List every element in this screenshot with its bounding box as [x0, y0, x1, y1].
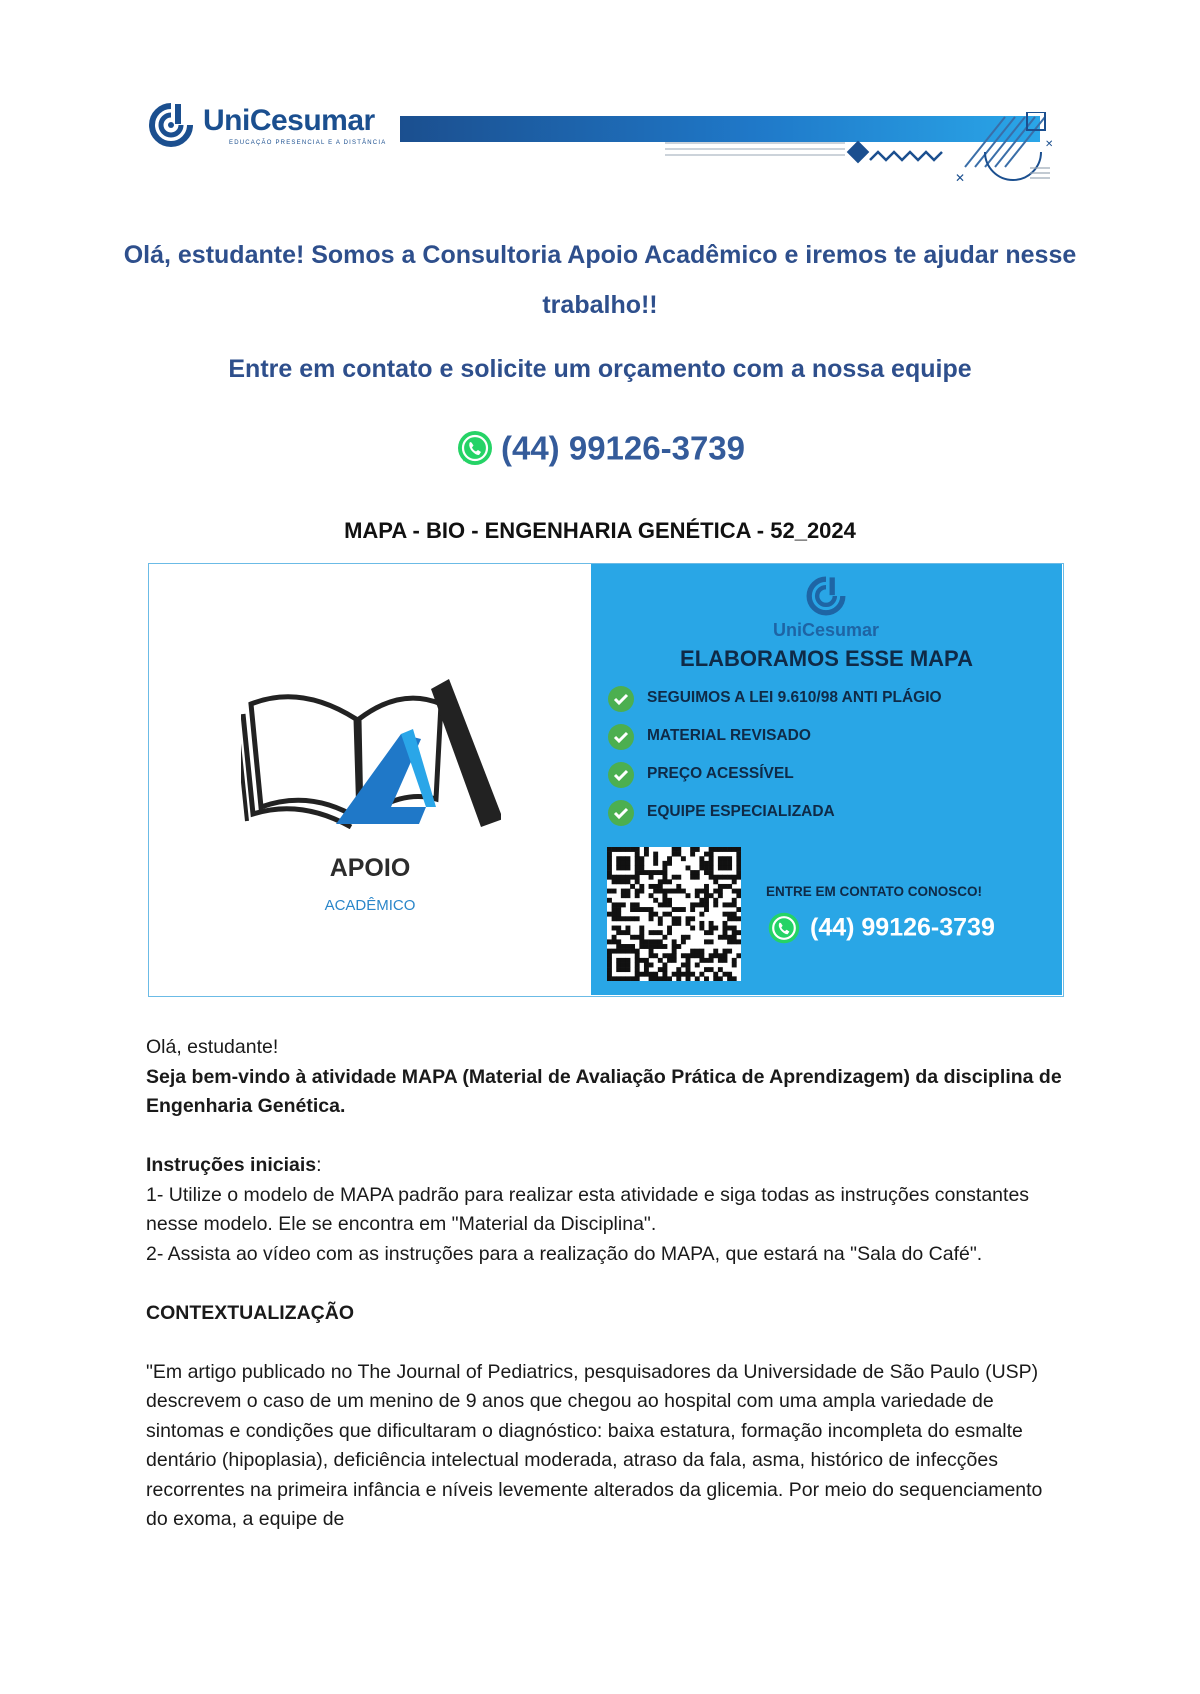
- svg-text:✕: ✕: [1045, 139, 1054, 150]
- check-circle-icon: [607, 761, 635, 789]
- feature-item: [607, 757, 1047, 795]
- banner-brand-logo: [746, 574, 906, 644]
- unicesumar-logo-icon: [145, 102, 197, 148]
- instruction-item: 1- Utilize o modelo de MAPA padrão para realizar esta atividade e siga todas as instruções constantes nesse modelo. Ele se encontra em "Material da Disciplina".: [146, 1183, 1030, 1235]
- context-paragraph: "Em artigo publicado no The Journal of Pediatrics, pesquisadores da Universidade de São Paulo (USP) descrevem o caso de um menino de 9 anos que chegou ao hospital com uma ampla variedade de sintomas e condições que dificultaram o diagnóstico: baixa estatura, formação incompleta do esmalte dentário (hipoplasia), deficiência intelectual moderada, atraso da fala, asma, histórico de infecções recorrentes na primeira infância e níveis levemente alterados da glicemia. Por meio do sequenciamento do exoma, a equipe de: [146, 1360, 1043, 1530]
- feature-label: MATERIAL REVISADO: [647, 727, 811, 744]
- instructions-heading-line: [146, 1151, 1066, 1181]
- brand-tagline: EDUCAÇÃO PRESENCIAL E A DISTÂNCIA: [229, 140, 387, 146]
- banner-brand-name: UniCesumar: [772, 620, 880, 640]
- apoio-title: APOIO: [329, 854, 411, 882]
- promo-banner: [148, 563, 1064, 997]
- feature-label: EQUIPE ESPECIALIZADA: [647, 803, 835, 820]
- body-welcome: Seja bem-vindo à atividade MAPA (Material de Avaliação Prática de Aprendizagem) da disciplina de Engenharia Genética.: [146, 1065, 1062, 1117]
- intro-phone[interactable]: [100, 427, 1100, 468]
- qr-code-icon[interactable]: [607, 847, 741, 981]
- svg-text:✕: ✕: [955, 171, 966, 185]
- feature-item: [607, 795, 1047, 833]
- contact-label: ENTRE EM CONTATO CONOSCO!: [766, 884, 982, 899]
- header-decoration-icon: [665, 112, 1065, 212]
- banner-left-panel: [149, 564, 591, 995]
- document-title: MAPA - BIO - ENGENHARIA GENÉTICA - 52_2024: [344, 518, 856, 543]
- feature-item: [607, 719, 1047, 757]
- check-circle-icon: [607, 799, 635, 827]
- instructions-colon: :: [316, 1154, 322, 1176]
- whatsapp-icon: [766, 910, 802, 946]
- intro-greeting: Olá, estudante! Somos a Consultoria Apoio Acadêmico e iremos te ajudar nesse trabalho!!: [123, 241, 1077, 319]
- banner-heading: ELABORAMOS ESSE MAPA: [680, 646, 973, 671]
- intro-phone-number: (44) 99126-3739: [500, 429, 746, 467]
- banner-right-panel: [591, 564, 1062, 995]
- feature-item: [607, 681, 1047, 719]
- feature-label: PREÇO ACESSÍVEL: [647, 765, 794, 782]
- contact-phone-number: (44) 99126-3739: [810, 913, 995, 942]
- intro-cta: Entre em contato e solicite um orçamento com a nossa equipe: [228, 355, 972, 383]
- body-hello: Olá, estudante!: [146, 1036, 279, 1058]
- context-heading: CONTEXTUALIZAÇÃO: [146, 1301, 354, 1324]
- contact-phone[interactable]: [766, 910, 995, 950]
- instructions-heading: Instruções iniciais: [146, 1154, 317, 1176]
- open-book-logo-icon: [241, 679, 501, 829]
- apoio-subtitle: ACADÊMICO: [324, 897, 416, 914]
- document-body: [146, 1033, 1066, 1535]
- feature-list: [607, 681, 1047, 833]
- instruction-item: 2- Assista ao vídeo com as instruções para a realização do MAPA, que estará na "Sala do Café".: [146, 1242, 983, 1265]
- whatsapp-icon: [455, 428, 495, 468]
- check-circle-icon: [607, 723, 635, 751]
- unicesumar-logo-icon: [803, 574, 849, 618]
- brand-name: UniCesumar: [203, 104, 375, 137]
- unicesumar-logo: [145, 100, 385, 150]
- check-circle-icon: [607, 685, 635, 713]
- page-header: [145, 100, 1065, 210]
- feature-label: SEGUIMOS A LEI 9.610/98 ANTI PLÁGIO: [647, 689, 942, 706]
